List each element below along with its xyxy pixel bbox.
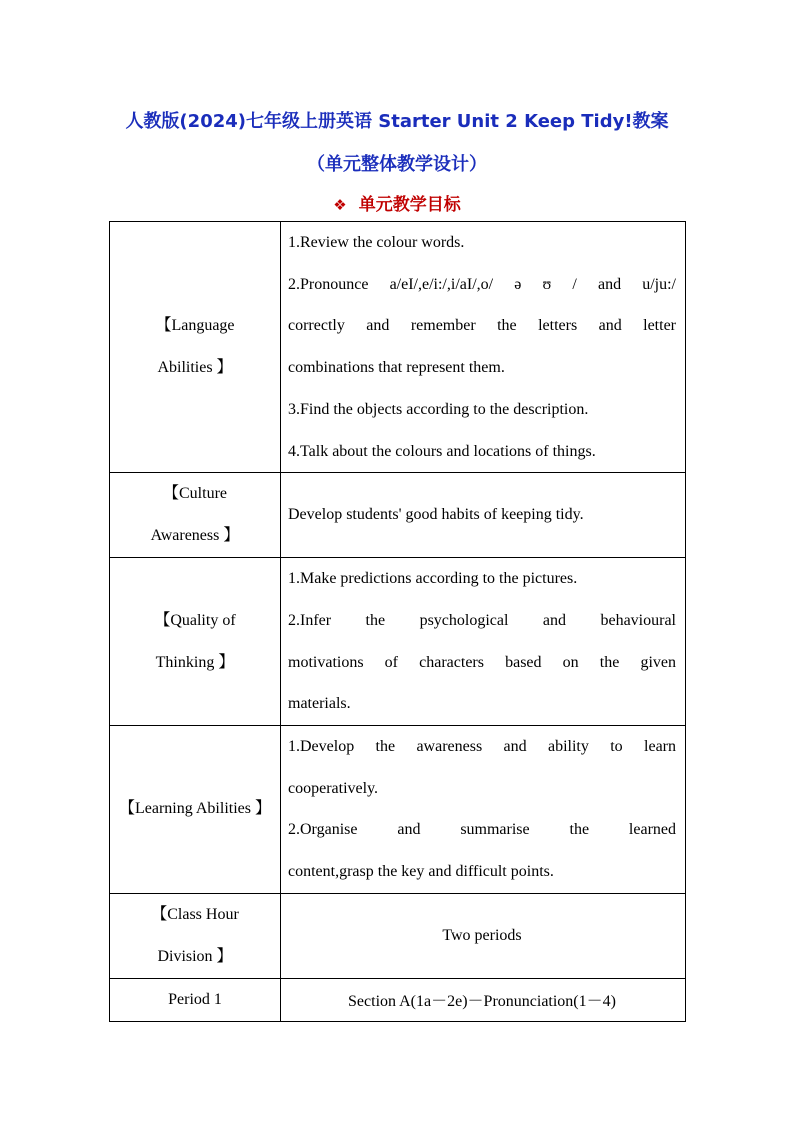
row-content [281, 893, 686, 978]
table-row [110, 726, 686, 894]
table-row [110, 978, 686, 1021]
row-label-line: Period 1 [168, 990, 222, 1008]
row-label-line: Abilities 】 [157, 359, 233, 377]
content-line: content,grasp the key and difficult points. [288, 863, 554, 881]
row-label-line: 【Language [155, 317, 235, 335]
table-row [110, 893, 686, 978]
row-label [110, 222, 281, 473]
content-line: Section A(1a－2e)－Pronunciation(1－4) [348, 993, 616, 1011]
table-row [110, 558, 686, 726]
row-label [110, 726, 281, 894]
content-line: materials. [288, 695, 351, 713]
row-label-line: Thinking 】 [155, 653, 235, 671]
content-line: correctly and remember the letters and letter [288, 317, 676, 335]
content-line: 2.Organise and summarise the learned [288, 821, 676, 839]
content-line: Develop students' good habits of keeping tidy. [288, 506, 584, 524]
row-label-line: Awareness 】 [150, 527, 240, 545]
row-label-line: Division 】 [157, 947, 233, 965]
row-content [281, 978, 686, 1021]
content-line: 3.Find the objects according to the description. [288, 400, 589, 418]
table-row [110, 473, 686, 558]
content-line: motivations of characters based on the given [288, 653, 676, 671]
row-label [110, 558, 281, 726]
section-heading [0, 190, 794, 215]
diamond-bullet-icon: ❖ [333, 196, 347, 214]
row-content [281, 726, 686, 894]
content-line: 1.Make predictions according to the pictures. [288, 570, 578, 588]
objectives-table [109, 221, 686, 1022]
content-line: Two periods [442, 926, 522, 944]
content-line: 1.Develop the awareness and ability to learn [288, 738, 676, 756]
row-label [110, 893, 281, 978]
section-heading-text: 单元教学目标 [358, 195, 461, 215]
row-label-line: 【Learning Abilities 】 [119, 800, 271, 818]
document-title: 人教版(2024)七年级上册英语 Starter Unit 2 Keep Tidy!教案 [125, 111, 669, 132]
row-label [110, 473, 281, 558]
row-label-line: 【Culture [163, 485, 227, 503]
row-content [281, 222, 686, 473]
row-content [281, 473, 686, 558]
row-label-line: 【Class Hour [151, 905, 239, 923]
row-label [110, 978, 281, 1021]
content-line: 2.Infer the psychological and behavioural [288, 611, 676, 629]
row-label-line: 【Quality of [154, 611, 236, 629]
content-line: cooperatively. [288, 779, 379, 797]
content-line: combinations that represent them. [288, 359, 505, 377]
document-subtitle: （单元整体教学设计） [307, 154, 487, 175]
table-row [110, 222, 686, 473]
content-line: 2.Pronounce a/eI/,e/i:/,i/aI/,o/ ə ʊ / and u/ju:/ [288, 275, 676, 293]
content-line: 1.Review the colour words. [288, 234, 465, 251]
row-content [281, 558, 686, 726]
content-line: 4.Talk about the colours and locations of things. [288, 442, 596, 460]
